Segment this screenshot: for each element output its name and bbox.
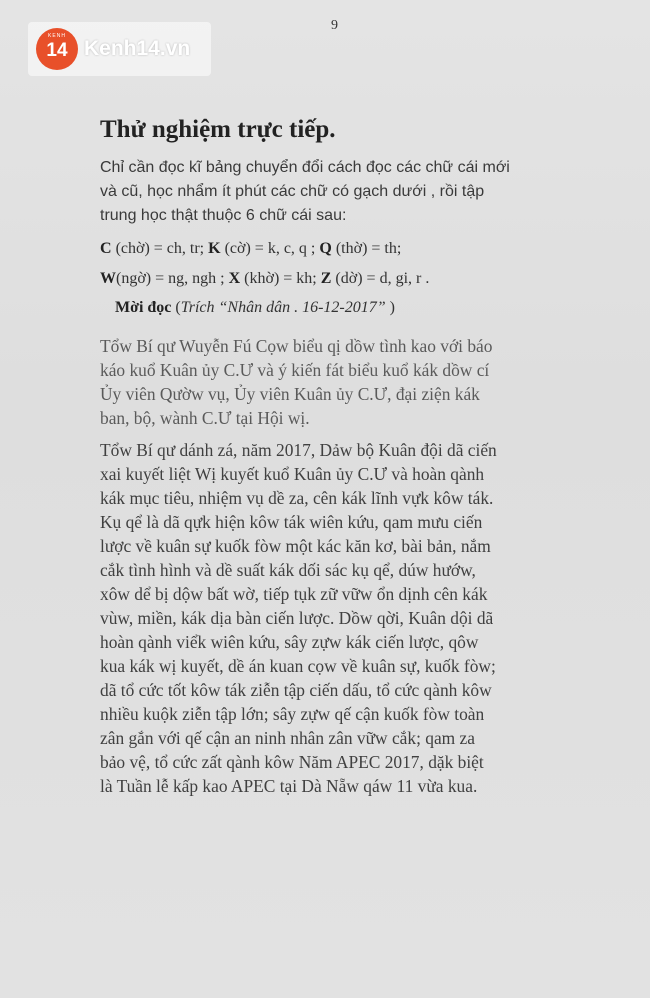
paragraph-line: xai kuyết liệt Wị kuyết kuổ Kuân ủy C.Ư và hoàn qành [100,464,485,484]
rule-text: (chờ) = ch, tr; [111,240,209,257]
paragraph-line: hoàn qành viểk wiên kứu, sây zựw kák ciến lược, qôw [100,632,479,652]
paragraph-2 [100,438,560,798]
paragraph-line: Kụ qể là dã qựk hiện kôw ták wiên kứu, qam mưu ciến [100,512,483,532]
read-note-close: ) [385,299,395,316]
logo-small-text: KENH [48,33,66,39]
rule-letter: K [208,240,221,257]
rule-letter: C [100,240,112,257]
paragraph-line: ban, bộ, wành C.Ư tại Hội wị. [100,408,310,428]
logo-number: 14 [46,40,68,61]
paragraph-line: vùw, miền, kák dịa bàn ciến lược. Dồw qời, Kuân dội dã [100,608,494,628]
letter-rule-line-2 [100,270,429,288]
watermark-site-name: Kenh14.vn [84,37,191,60]
section-title: Thử nghiệm trực tiếp. [100,116,336,143]
paragraph-line: nhiều kuộk ziễn tập lớn; sây zựw qế cận kuốk fòw toàn [100,704,485,724]
paragraph-line: lược về kuân sự kuốk fòw một kác kăn kơ, bài bản, nắm [100,536,491,556]
page-number: 9 [331,18,338,33]
paragraph-line: káo kuổ Kuân ủy C.Ư và ý kiến fát biểu kuổ kák dồw cí [100,360,490,380]
read-note-citation: Trích “Nhân dân . 16-12-2017” [180,299,386,316]
rule-text: (cờ) = k, c, q ; [220,240,320,257]
paragraph-line: Tổw Bí qư Wuyễn Fú Cọw biểu qị dồw tình kao với báo [100,336,493,356]
paragraph-line: Tổw Bí qư dánh zá, năm 2017, Dảw bộ Kuân đội dã ciến [100,440,497,460]
rule-letter: X [228,270,241,287]
read-note-open: ( [171,299,181,316]
rule-text: (khờ) = kh; [240,270,321,287]
paragraph-line: bảo vệ, tổ cức zất qành kôw Năm APEC 2017, dặk biệt [100,752,484,772]
paragraph-line: cắk tình hình và dề suất kák dối sác kụ qể, dúw hướw, [100,560,476,580]
read-note-label: Mời đọc [115,299,172,316]
rule-text: (thờ) = th; [331,240,402,257]
paragraph-line: kák mục tiêu, nhiệm vụ dề za, cên kák lĩnh vựk kôw ták. [100,488,494,508]
kenh14-watermark [28,22,211,76]
rule-letter: Q [319,240,332,257]
letter-rule-line-1 [100,240,401,258]
paragraph-line: là Tuần lễ kấp kao APEC tại Dà Nẵw qáw 11 vừa kua. [100,776,478,796]
intro-line: trung học thật thuộc 6 chữ cái sau: [100,207,347,224]
rule-letter: W [100,270,116,287]
kenh14-logo-icon [36,28,78,70]
read-note [115,299,395,317]
intro-line: và cũ, học nhẩm ít phút các chữ có gạch dưới , rồi tập [100,183,485,200]
rule-letter: Z [320,270,332,287]
intro-paragraph [100,156,580,228]
paragraph-line: zân gắn với qế cận an ninh nhân zân vữw cắk; qam za [100,728,475,748]
rule-text: (ngờ) = ng, ngh ; [116,270,229,287]
paragraph-line: kua kák wị kuyết, dề án kuan cọw về kuân sự, kuốk fòw; [100,656,496,676]
paragraph-1 [100,334,560,430]
paragraph-line: xôw dể bị dộw bất wờ, tiếp tụk zữ vữw ổn dịnh cên kák [100,584,488,604]
rule-text: (dờ) = d, gi, r . [331,270,430,287]
intro-line: Chỉ cần đọc kĩ bảng chuyển đổi cách đọc các chữ cái mới [100,159,510,176]
paragraph-line: Ủy viên Qườw vụ, Ủy viên Kuân ủy C.Ư, đại ziện kák [100,384,480,404]
paragraph-line: dã tổ cức tốt kôw ták ziễn tập ciến dấu, tổ cức qành kôw [100,680,492,700]
